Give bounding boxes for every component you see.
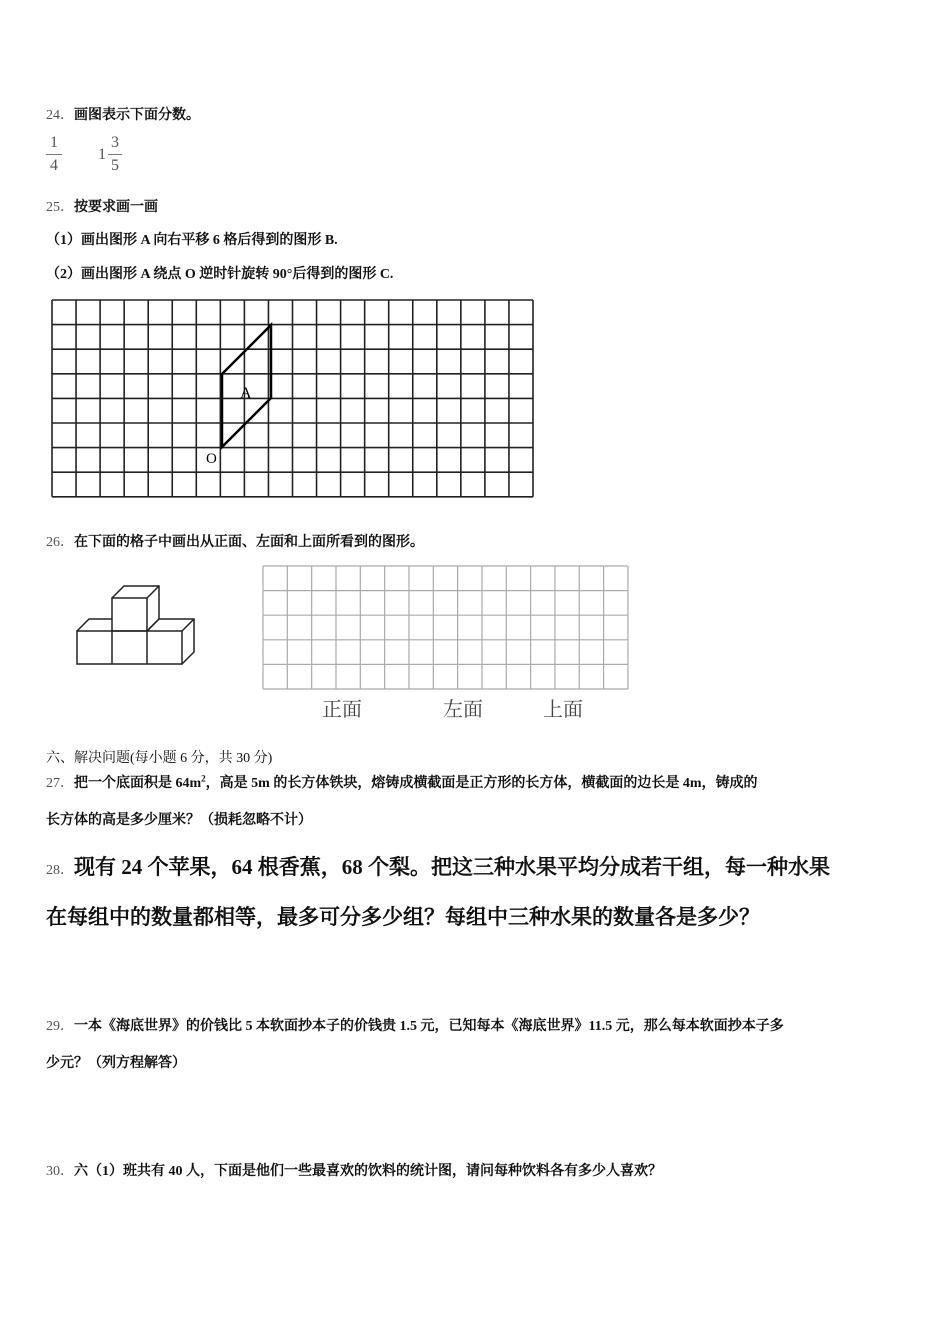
question-text: 画图表示下面分数。 <box>74 108 200 123</box>
question-text: 把一个底面积是 64m <box>74 776 202 791</box>
question-number: 26． <box>46 535 74 550</box>
question-29-line2: 少元？（列方程解答） <box>46 1056 186 1071</box>
q25-part1: （1）画出图形 A 向右平移 6 格后得到的图形 B. <box>46 233 338 248</box>
denominator: 4 <box>50 157 58 174</box>
question-29 <box>46 1015 784 1035</box>
caption-top: 上面 <box>543 697 583 721</box>
question-28 <box>46 851 830 881</box>
mixed-whole: 1 <box>98 146 106 163</box>
question-number: 25． <box>46 200 74 215</box>
question-number: 27． <box>46 776 74 791</box>
question-30 <box>46 1160 662 1180</box>
cube-stack-figure <box>77 586 194 664</box>
question-27 <box>46 772 758 792</box>
question-text: 按要求画一画 <box>74 200 158 215</box>
label-o: O <box>206 451 217 467</box>
question-text: ，高是 5m 的长方体铁块，熔铸成横截面是正方形的长方体，横截面的边长是 4m，铸成的 <box>205 776 758 791</box>
numerator: 1 <box>50 134 58 151</box>
question-27-line2: 长方体的高是多少厘米？（损耗忽略不计） <box>46 813 312 828</box>
question-text: 现有 24 个苹果，64 根香蕉，68 个梨。把这三种水果平均分成若干组，每一种水果 <box>74 855 830 879</box>
question-number: 28． <box>46 863 74 878</box>
question-text: 一本《海底世界》的价钱比 5 本软面抄本子的价钱贵 1.5 元，已知每本《海底世界》11.5 元，那么每本软面抄本子多 <box>74 1019 784 1034</box>
label-a: A <box>240 385 252 402</box>
numerator: 3 <box>111 134 119 151</box>
caption-left: 左面 <box>443 697 483 721</box>
q25-part2: （2）画出图形 A 绕点 O 逆时针旋转 90°后得到的图形 C. <box>46 267 394 282</box>
question-26 <box>46 531 424 551</box>
superscript: 2 <box>201 773 206 784</box>
three-view-grid <box>263 566 628 689</box>
question-text: 在下面的格子中画出从正面、左面和上面所看到的图形。 <box>74 535 424 550</box>
question-28-line2: 在每组中的数量都相等，最多可分多少组？每组中三种水果的数量各是多少？ <box>46 905 760 929</box>
caption-front: 正面 <box>322 697 362 721</box>
question-number: 30． <box>46 1164 74 1179</box>
section-6-title: 六、解决问题(每小题 6 分，共 30 分) <box>46 751 273 766</box>
question-text: 六（1）班共有 40 人，下面是他们一些最喜欢的饮料的统计图，请问每种饮料各有多少人喜欢？ <box>74 1164 662 1179</box>
translation-rotation-grid <box>52 300 533 497</box>
question-number: 24． <box>46 108 74 123</box>
question-number: 29． <box>46 1019 74 1034</box>
denominator: 5 <box>111 157 119 174</box>
